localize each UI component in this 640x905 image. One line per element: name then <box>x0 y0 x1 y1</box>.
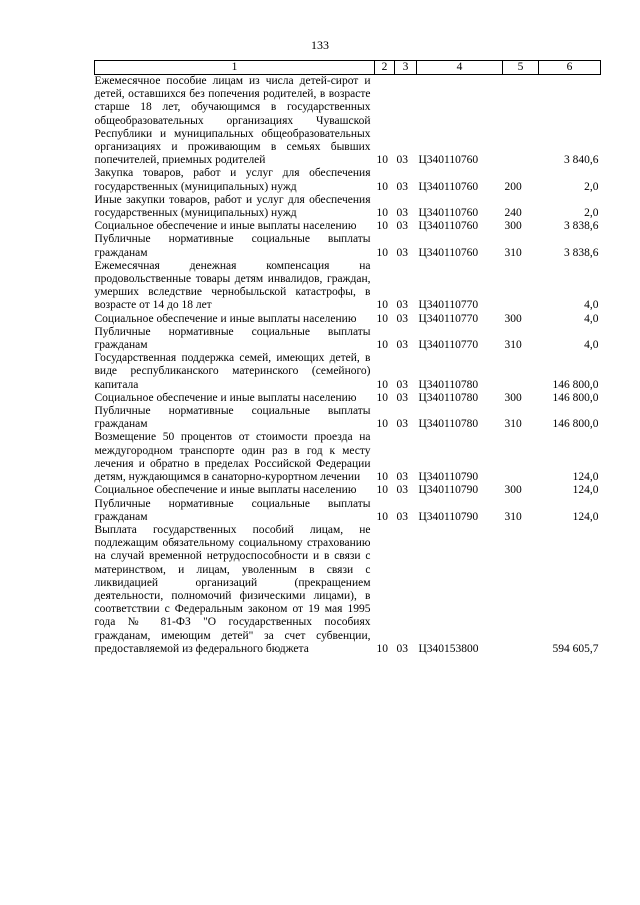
row-name-cell: Публичные нормативные социальные выплаты гражданам <box>94 497 371 523</box>
row-target-item-cell: Ц340110760 <box>418 154 479 167</box>
row-amount-cell: 4,0 <box>584 299 599 312</box>
row-amount-cell: 4,0 <box>584 339 599 352</box>
row-section-cell: 10 <box>376 180 388 193</box>
row-name-cell: Социальное обеспечение и иные выплаты населению <box>94 220 357 233</box>
header-cell-name: 1 <box>95 61 375 75</box>
row-target-item-cell: Ц340110780 <box>418 418 479 431</box>
row-name-cell: Социальное обеспечение и иные выплаты населению <box>94 484 357 497</box>
row-name-cell: Публичные нормативные социальные выплаты гражданам <box>94 405 371 431</box>
table-row <box>95 431 601 484</box>
row-amount-cell: 146 800,0 <box>552 378 599 391</box>
row-amount-cell: 146 800,0 <box>552 418 599 431</box>
row-expense-type-cell: 300 <box>504 484 522 497</box>
row-subsection-cell: 03 <box>396 418 408 431</box>
row-subsection-cell: 03 <box>396 484 408 497</box>
table-row <box>95 167 601 193</box>
row-section-cell: 10 <box>376 339 388 352</box>
table-row <box>95 352 601 392</box>
row-expense-type-cell: 310 <box>504 418 522 431</box>
row-amount-cell: 124,0 <box>572 510 599 523</box>
row-subsection-cell: 03 <box>396 391 408 404</box>
row-amount-cell: 594 605,7 <box>552 642 599 655</box>
row-target-item-cell: Ц340110760 <box>418 180 479 193</box>
row-target-item-cell: Ц340110780 <box>418 378 479 391</box>
table-row <box>95 498 601 524</box>
row-target-item-cell: Ц340110790 <box>418 510 479 523</box>
row-section-cell: 10 <box>376 312 388 325</box>
row-expense-type-cell <box>503 260 539 313</box>
row-expense-type-cell: 300 <box>504 220 522 233</box>
row-section-cell: 10 <box>376 484 388 497</box>
table-row <box>95 392 601 405</box>
row-name-cell: Иные закупки товаров, работ и услуг для обеспечения государственных (муниципальных) нужд <box>94 193 371 220</box>
row-expense-type-cell: 300 <box>504 312 522 325</box>
row-name-cell: Выплата государственных пособий лицам, не подлежащим обязательному социальному страхованию на случай временной нетрудоспособности и в связи с материнством, и лицам, уволенным в связи с ликвидацией организаций (прекращением деятельности, полномочий физическими лицами), в соответствии с Федеральным законом от 19 мая 1995 года № 81-ФЗ "О государственных пособиях гражданам, имеющим детей" за счет субвенции, предоставляемой из федерального бюджета <box>94 523 371 655</box>
row-section-cell: 10 <box>376 642 388 655</box>
row-section-cell: 10 <box>376 391 388 404</box>
row-subsection-cell: 03 <box>396 642 408 655</box>
row-subsection-cell: 03 <box>396 339 408 352</box>
row-target-item-cell: Ц340110780 <box>418 391 479 404</box>
row-expense-type-cell <box>503 524 539 656</box>
row-expense-type-cell: 310 <box>504 510 522 523</box>
row-section-cell: 10 <box>376 418 388 431</box>
table-row <box>95 524 601 656</box>
row-name-cell: Государственная поддержка семей, имеющих детей, в виде республиканского материнского (семейного) капитала <box>94 352 371 391</box>
row-expense-type-cell: 300 <box>504 391 522 404</box>
row-subsection-cell: 03 <box>396 154 408 167</box>
row-section-cell: 10 <box>376 207 388 220</box>
row-expense-type-cell <box>503 431 539 484</box>
table-row <box>95 326 601 352</box>
row-amount-cell: 3 840,6 <box>564 154 599 167</box>
row-name-cell: Публичные нормативные социальные выплаты гражданам <box>94 233 371 259</box>
header-row <box>95 61 601 75</box>
header-cell-subsection: 3 <box>395 61 417 75</box>
row-amount-cell: 124,0 <box>572 484 599 497</box>
row-target-item-cell: Ц340110760 <box>418 246 479 259</box>
row-amount-cell: 2,0 <box>584 207 599 220</box>
row-name-cell: Социальное обеспечение и иные выплаты населению <box>94 391 357 404</box>
row-subsection-cell: 03 <box>396 180 408 193</box>
row-target-item-cell: Ц340110760 <box>418 220 479 233</box>
header-cell-section: 2 <box>375 61 395 75</box>
row-subsection-cell: 03 <box>396 299 408 312</box>
row-name-cell: Ежемесячная денежная компенсация на продовольственные товары детям инвалидов, граждан, умерших вследствие чернобыльской катастрофы, в возрасте от 14 до 18 лет <box>94 259 371 312</box>
row-name-cell: Публичные нормативные социальные выплаты гражданам <box>94 325 371 352</box>
row-target-item-cell: Ц340110770 <box>418 299 479 312</box>
table-row <box>95 260 601 313</box>
row-section-cell: 10 <box>376 246 388 259</box>
row-subsection-cell: 03 <box>396 220 408 233</box>
row-amount-cell: 4,0 <box>584 312 599 325</box>
row-subsection-cell: 03 <box>396 471 408 484</box>
row-target-item-cell: Ц340110770 <box>418 339 479 352</box>
row-amount-cell: 3 838,6 <box>564 220 599 233</box>
row-name-cell: Социальное обеспечение и иные выплаты населению <box>94 312 357 325</box>
row-target-item-cell: Ц340110760 <box>418 207 479 220</box>
row-name-cell: Ежемесячное пособие лицам из числа детей-сирот и детей, оставшихся без попечения родителей, в возрасте старше 18 лет, обучающимся в государственных общеобразовательных организациях Чувашской Республики и муниципальных общеобразовательных организациях и проживающим в семьях бывших попечителей, приемных родителей <box>94 75 371 167</box>
row-target-item-cell: Ц340110770 <box>418 312 479 325</box>
table-row <box>95 220 601 233</box>
header-cell-target-item: 4 <box>417 61 503 75</box>
row-section-cell: 10 <box>376 220 388 233</box>
table-row <box>95 313 601 326</box>
row-amount-cell: 124,0 <box>572 471 599 484</box>
row-section-cell: 10 <box>376 154 388 167</box>
page-number: 133 <box>311 38 329 52</box>
table-row <box>95 484 601 497</box>
row-subsection-cell: 03 <box>396 207 408 220</box>
row-expense-type-cell: 310 <box>504 339 522 352</box>
row-expense-type-cell: 200 <box>504 180 522 193</box>
row-amount-cell: 2,0 <box>584 180 599 193</box>
row-section-cell: 10 <box>376 299 388 312</box>
row-name-cell: Возмещение 50 процентов от стоимости проезда на междугородном транспорте один раз в год к месту лечения и обратно в пределах Российской Федерации детям, нуждающимся в санаторно-курортном лечении <box>94 431 371 484</box>
row-target-item-cell: Ц340153800 <box>418 642 479 655</box>
table-row <box>95 75 601 168</box>
table-row <box>95 405 601 431</box>
row-amount-cell: 146 800,0 <box>552 391 599 404</box>
row-expense-type-cell: 310 <box>504 246 522 259</box>
budget-table <box>94 60 601 656</box>
row-name-cell: Закупка товаров, работ и услуг для обеспечения государственных (муниципальных) нужд <box>94 167 371 193</box>
row-section-cell: 10 <box>376 471 388 484</box>
row-expense-type-cell <box>503 352 539 392</box>
row-subsection-cell: 03 <box>396 510 408 523</box>
table-row <box>95 233 601 259</box>
row-subsection-cell: 03 <box>396 378 408 391</box>
table-row <box>95 194 601 220</box>
row-target-item-cell: Ц340110790 <box>418 484 479 497</box>
row-subsection-cell: 03 <box>396 246 408 259</box>
header-cell-expense-type: 5 <box>503 61 539 75</box>
row-expense-type-cell <box>503 75 539 168</box>
row-section-cell: 10 <box>376 510 388 523</box>
row-expense-type-cell: 240 <box>504 207 522 220</box>
row-section-cell: 10 <box>376 378 388 391</box>
row-target-item-cell: Ц340110790 <box>418 471 479 484</box>
row-amount-cell: 3 838,6 <box>564 246 599 259</box>
header-cell-amount: 6 <box>539 61 601 75</box>
row-subsection-cell: 03 <box>396 312 408 325</box>
